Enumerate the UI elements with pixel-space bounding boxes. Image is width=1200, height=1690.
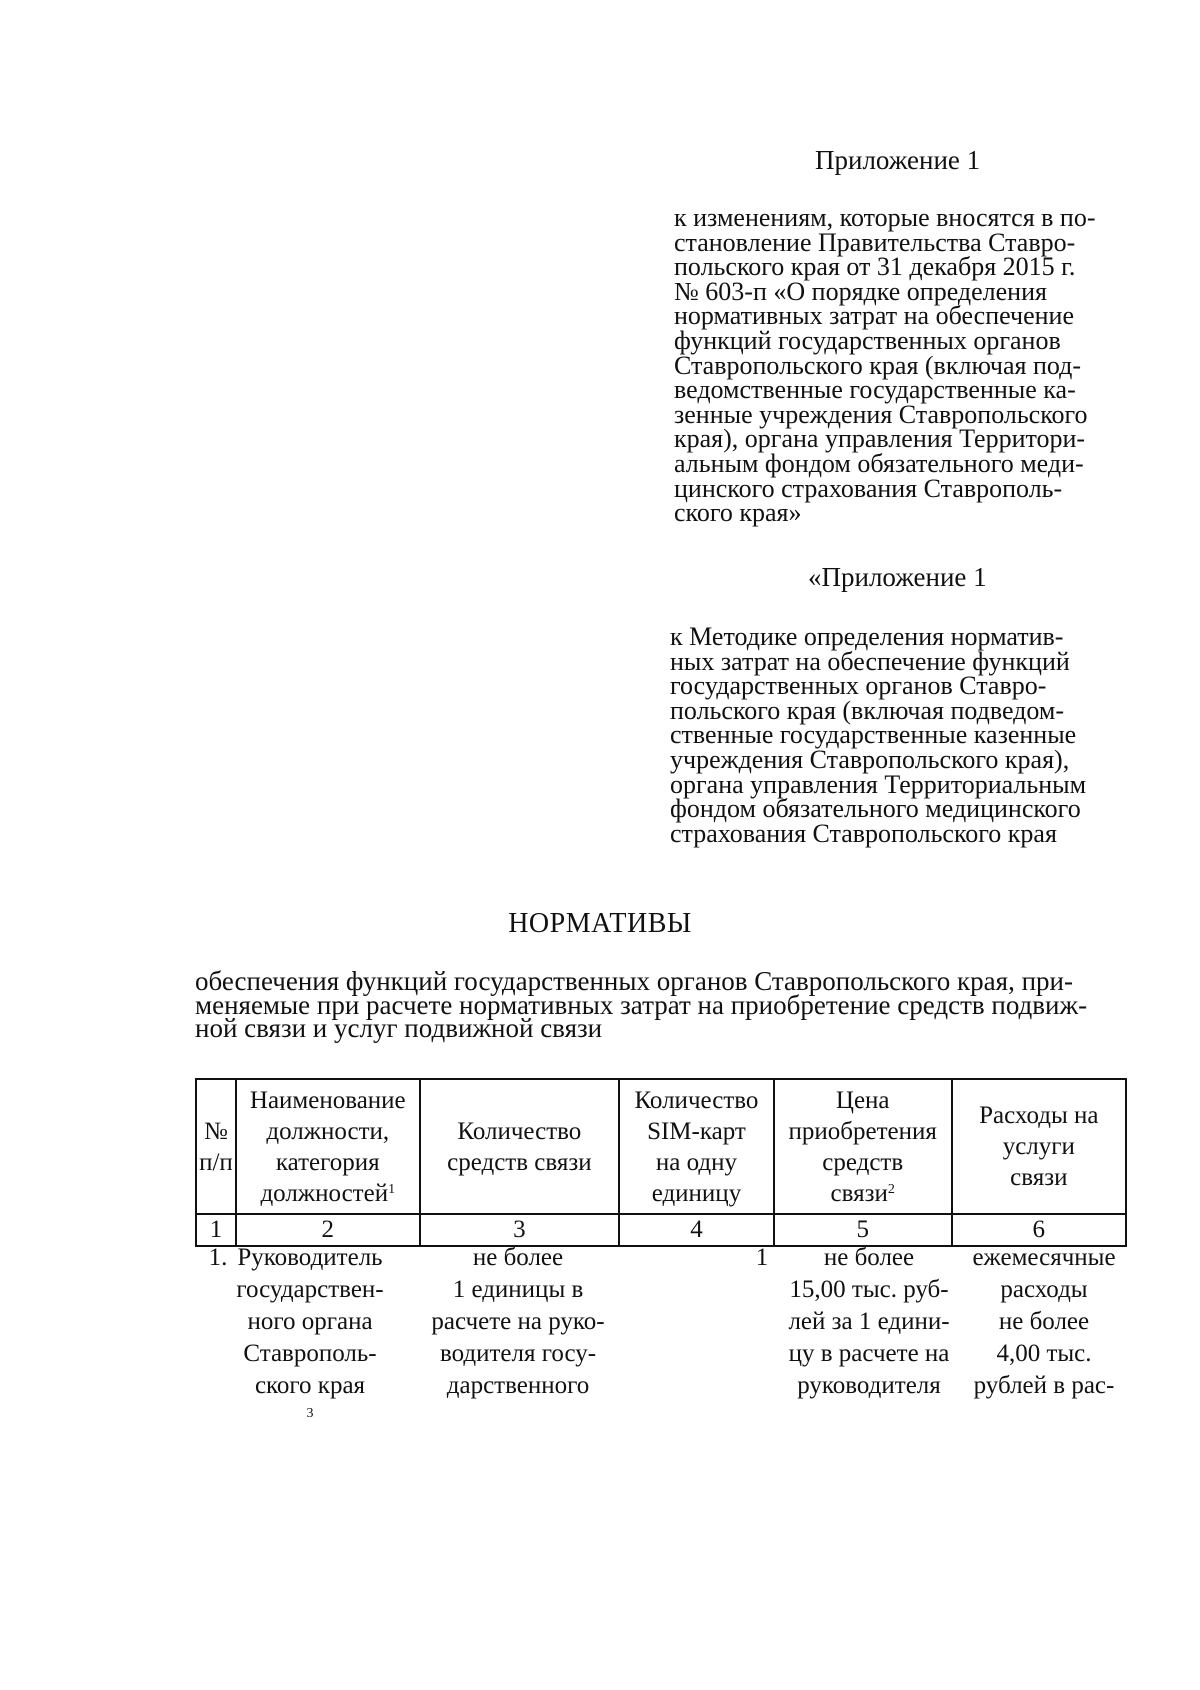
- column-number: 5: [774, 1214, 952, 1246]
- cell-line: не более: [472, 1244, 564, 1271]
- text-line: польского края от 31 декабря 2015 г.: [674, 252, 1076, 282]
- cell-line: Руководитель: [237, 1244, 383, 1271]
- text-line: к Методике определения норматив-: [670, 622, 1064, 651]
- row-cell-price: [774, 1242, 964, 1402]
- header-cell-devices: [420, 1079, 619, 1214]
- header-line: Количество: [634, 1086, 759, 1114]
- text-line: учреждения Ставропольского края),: [670, 744, 1070, 774]
- text-line: фондом обязательного медицинского: [670, 794, 1081, 824]
- header-line: приобретения: [788, 1117, 937, 1145]
- column-number: 3: [420, 1214, 619, 1246]
- row-cell-sim: 1: [755, 1244, 769, 1271]
- header-line-text: связи: [830, 1179, 888, 1207]
- header-cell-position: [236, 1079, 420, 1214]
- column-number: 1: [196, 1214, 236, 1246]
- text-line: цинского страхования Ставрополь-: [674, 473, 1063, 503]
- text-line: ского края»: [674, 498, 802, 528]
- text-line: зенные учреждения Ставропольского: [674, 399, 1088, 429]
- text-line: Ставропольского края (включая под-: [674, 350, 1081, 380]
- cell-line: водителя госу-: [439, 1340, 597, 1367]
- table-header-row: [196, 1079, 1126, 1214]
- cell-line: Ставрополь-: [243, 1340, 377, 1367]
- text-line: функций государственных органов: [674, 325, 1061, 355]
- text-line: польского края (включая подведом-: [670, 695, 1065, 725]
- header-cell-number: [196, 1079, 236, 1214]
- text-line: ной связи и услуг подвижной связи: [195, 1013, 603, 1043]
- row-cell-services: [958, 1242, 1130, 1402]
- text-line: государственных органов Ставро-: [670, 671, 1047, 701]
- header-line: SIM-карт: [647, 1117, 746, 1145]
- cell-line: не более: [998, 1308, 1090, 1335]
- cell-line: 4,00 тыс.: [996, 1340, 1092, 1367]
- cell-line: [226, 1370, 394, 1434]
- header-line: Цена: [835, 1086, 890, 1114]
- cell-line: не более: [823, 1244, 915, 1271]
- row-cell-position: [226, 1242, 394, 1434]
- text-line: ственные государственные казенные: [670, 720, 1077, 750]
- document-heading: НОРМАТИВЫ: [508, 908, 692, 939]
- cell-line: лей за 1 едини-: [788, 1308, 950, 1335]
- header-line: категория: [275, 1148, 380, 1176]
- header-line: единицу: [651, 1179, 742, 1207]
- cell-line: 1 единицы в: [452, 1276, 584, 1303]
- text-line: меняемые при расчете нормативных затрат на приобретение средств подвиж-: [195, 989, 1088, 1020]
- footnote-mark: 2: [887, 1181, 895, 1197]
- column-number: 4: [619, 1214, 774, 1246]
- header-line: Расходы на: [979, 1102, 1099, 1129]
- norms-table: [195, 1078, 1127, 1247]
- text-line: края), органа управления Территори-: [674, 424, 1086, 454]
- text-line: становление Правительства Ставро-: [674, 227, 1076, 257]
- header-line-text: должностей: [260, 1179, 389, 1207]
- row-number: 1.: [208, 1244, 228, 1271]
- text-line: обеспечения функций государственных органов Ставропольского края, при-: [195, 966, 1073, 996]
- header-cell-sim: [619, 1079, 774, 1214]
- cell-line: руководителя: [797, 1372, 941, 1399]
- text-line: альным фондом обязательного меди-: [674, 448, 1084, 478]
- header-line: п/п: [199, 1148, 233, 1176]
- text-line: ных затрат на обеспечение функций: [670, 646, 1070, 676]
- footnote-mark: 1: [388, 1181, 396, 1197]
- appendix-1-title: Приложение 1: [815, 145, 981, 175]
- cell-line: дарственного: [446, 1372, 590, 1399]
- cell-line: расчете на руко-: [431, 1308, 605, 1335]
- text-line: нормативных затрат на обеспечение: [674, 301, 1075, 331]
- cell-line: ного органа: [247, 1308, 373, 1335]
- row-cell-devices: [418, 1242, 618, 1402]
- cell-line: цу в расчете на: [788, 1340, 950, 1367]
- text-line: № 603-п «О порядке определения: [674, 276, 1047, 306]
- header-line: средств связи: [447, 1148, 592, 1176]
- header-line: на одну: [655, 1148, 737, 1176]
- cell-line: ежемесячные: [972, 1244, 1116, 1271]
- header-line: №: [204, 1117, 228, 1145]
- document-subtitle: [195, 966, 1130, 1043]
- header-line: должности,: [266, 1117, 390, 1145]
- appendix-2-title: «Приложение 1: [808, 562, 987, 592]
- header-line: связи: [1010, 1164, 1068, 1191]
- header-line: [775, 1178, 951, 1209]
- header-line: услуги: [1002, 1133, 1075, 1160]
- header-cell-price: [774, 1079, 952, 1214]
- header-line: Количество: [457, 1117, 582, 1145]
- footnote-mark: 3: [306, 1406, 314, 1421]
- column-number: 6: [952, 1214, 1126, 1246]
- cell-line: государствен-: [236, 1276, 384, 1303]
- text-line: органа управления Территориальным: [670, 769, 1087, 799]
- cell-line: расходы: [1000, 1276, 1088, 1303]
- column-number: 2: [236, 1214, 420, 1246]
- header-line: средств: [822, 1148, 904, 1176]
- header-line: Наименование: [249, 1086, 406, 1114]
- text-line: ведомственные государственные ка-: [674, 375, 1076, 405]
- text-line: к изменениям, которые вносятся в по-: [674, 203, 1096, 232]
- cell-line: 15,00 тыс. руб-: [789, 1276, 949, 1303]
- header-cell-services: [952, 1079, 1126, 1214]
- text-line: страхования Ставропольского края: [670, 818, 1057, 848]
- appendix-2-text: [670, 622, 1128, 848]
- cell-line: рублей в рас-: [973, 1372, 1115, 1399]
- header-line: [237, 1178, 419, 1209]
- appendix-1-text: [674, 203, 1126, 528]
- cell-line-text: ского края: [254, 1372, 366, 1399]
